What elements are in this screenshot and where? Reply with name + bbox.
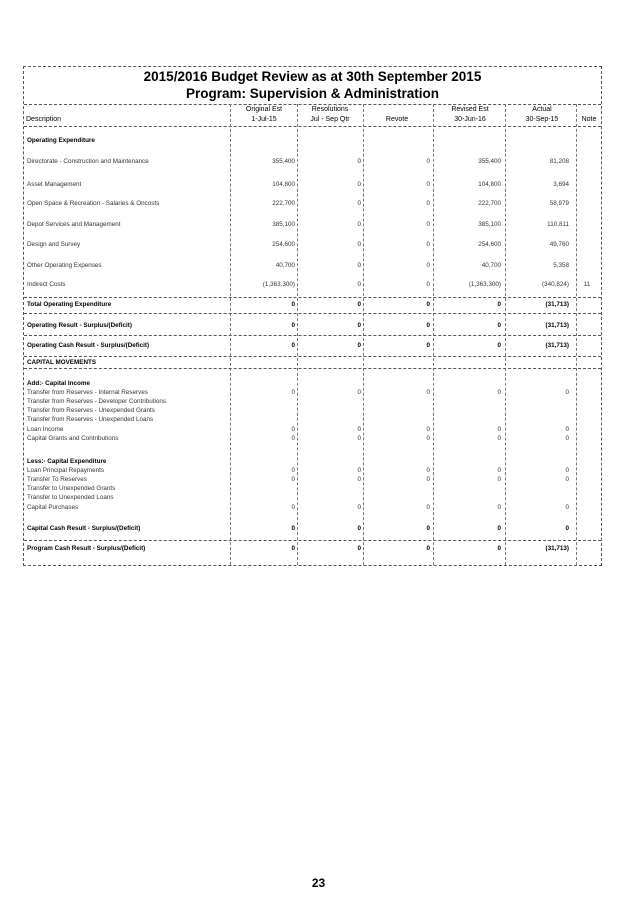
- cell-res: 0: [357, 435, 361, 442]
- cell-actual: 110,811: [547, 221, 569, 228]
- cell-res: 0: [357, 504, 361, 511]
- cell-actual: (31,713): [545, 545, 569, 552]
- cell-revote: 0: [426, 281, 430, 288]
- table-row: [24, 389, 601, 398]
- row-label: Transfer from Reserves - Unexpended Grants: [27, 407, 155, 414]
- table-row: [24, 281, 601, 290]
- cell-revote: 0: [426, 301, 430, 308]
- program-title: Program: Supervision & Administration: [185, 86, 440, 101]
- row-label: Design and Survey: [27, 241, 81, 248]
- row-label: Program Cash Result - Surplus/(Deficit): [27, 545, 146, 552]
- report-title: 2015/2016 Budget Review as at 30th September 2015: [143, 69, 482, 84]
- table-row: [24, 221, 601, 230]
- cell-res: 0: [357, 221, 361, 228]
- table-row: [24, 241, 601, 250]
- cell-revote: 0: [426, 525, 430, 532]
- cell-orig: 385,100: [272, 221, 295, 228]
- cell-res: 0: [357, 389, 361, 396]
- table-row: [24, 200, 601, 209]
- section-capital-income-label: Add:- Capital Income: [27, 380, 90, 387]
- row-label: Transfer from Reserves - Unexpended Loans: [27, 416, 154, 423]
- row-label: Depot Services and Management: [27, 221, 121, 228]
- table-row: [24, 485, 601, 494]
- table-row: [24, 262, 601, 271]
- table-row: [24, 467, 601, 476]
- cell-orig: 0: [291, 467, 295, 474]
- section-operating-expenditure-label: Operating Expenditure: [27, 137, 95, 144]
- header-revote: Revote: [385, 116, 409, 123]
- cell-revote: 0: [426, 467, 430, 474]
- cell-res: 0: [357, 545, 361, 552]
- cell-orig: 254,600: [272, 241, 295, 248]
- cell-actual: 5,358: [553, 262, 569, 269]
- table-row: [24, 181, 601, 190]
- cell-orig: 0: [291, 426, 295, 433]
- cell-revote: 0: [426, 322, 430, 329]
- cell-actual: 0: [565, 435, 569, 442]
- row-label: Open Space & Recreation - Salaries & Oncosts: [27, 200, 160, 207]
- cell-revised: 0: [497, 426, 501, 433]
- cell-actual: 3,694: [553, 181, 569, 188]
- header-original-date: 1-Jul-15: [251, 116, 277, 123]
- row-label: Transfer to Unexpended Grants: [27, 485, 116, 492]
- cell-res: 0: [357, 241, 361, 248]
- table-row: [24, 407, 601, 416]
- cell-actual: 0: [565, 476, 569, 483]
- cell-actual: 49,760: [549, 241, 569, 248]
- cell-actual: 0: [565, 389, 569, 396]
- cell-actual: (340,824): [542, 281, 569, 288]
- row-divider: [24, 540, 601, 541]
- cell-actual: 0: [565, 525, 569, 532]
- cell-revised: 0: [497, 476, 501, 483]
- cell-orig: 40,700: [275, 262, 295, 269]
- cell-revised: 0: [497, 322, 501, 329]
- section-capital-movements-label: CAPITAL MOVEMENTS: [27, 359, 97, 366]
- cell-orig: 0: [291, 389, 295, 396]
- header-resolutions-period: Jul - Sep Qtr: [310, 116, 350, 123]
- row-label: Asset Management: [27, 181, 82, 188]
- cell-orig: 0: [291, 525, 295, 532]
- section-capital-expenditure-label: Less:- Capital Expenditure: [27, 458, 107, 465]
- table-row: [24, 476, 601, 485]
- row-label: Capital Grants and Contributions: [27, 435, 119, 442]
- row-divider: [24, 368, 601, 369]
- cell-actual: 0: [565, 504, 569, 511]
- header-actual-date: 30-Sep-15: [525, 116, 559, 123]
- header-resolutions: Resolutions: [311, 106, 349, 113]
- header-original-est: Original Est: [245, 106, 283, 113]
- row-label: Operating Result - Surplus/(Deficit): [27, 322, 132, 329]
- cell-orig: 0: [291, 322, 295, 329]
- row-divider: [24, 313, 601, 314]
- cell-orig: 0: [291, 301, 295, 308]
- cell-orig: 355,400: [272, 158, 295, 165]
- cell-actual: 0: [565, 426, 569, 433]
- header-actual: Actual: [532, 106, 552, 113]
- cell-orig: (1,363,300): [262, 281, 295, 288]
- table-row: [24, 426, 601, 435]
- cell-res: 0: [357, 426, 361, 433]
- row-divider: [24, 297, 601, 298]
- cell-revote: 0: [426, 342, 430, 349]
- cell-orig: 0: [291, 342, 295, 349]
- table-row: [24, 398, 601, 407]
- cell-revised: 222,700: [478, 200, 501, 207]
- cell-revised: 0: [497, 389, 501, 396]
- row-label: Capital Purchases: [27, 504, 79, 511]
- row-label: Transfer To Reserves: [27, 476, 87, 483]
- table-row: [24, 158, 601, 167]
- cell-actual: (31,713): [545, 301, 569, 308]
- row-label: Operating Cash Result - Surplus/(Deficit): [27, 342, 150, 349]
- cell-orig: 0: [291, 545, 295, 552]
- cell-actual: 58,979: [549, 200, 569, 207]
- row-label: Transfer from Reserves - Internal Reserves: [27, 389, 148, 396]
- header-revised-date: 30-Jun-16: [454, 116, 486, 123]
- cell-revised: (1,363,300): [468, 281, 501, 288]
- section-operating-expenditure: [24, 137, 601, 146]
- row-label: Total Operating Expenditure: [27, 301, 112, 308]
- table-row: [24, 504, 601, 513]
- cell-revised: 0: [497, 504, 501, 511]
- table-row: [24, 322, 601, 331]
- section-capital-movements: [24, 359, 601, 368]
- budget-sheet: [23, 66, 602, 566]
- cell-note: 11: [583, 281, 591, 288]
- row-label: Other Operating Expenses: [27, 262, 102, 269]
- header-revised-est: Revised Est: [451, 106, 489, 113]
- cell-revote: 0: [426, 181, 430, 188]
- cell-orig: 0: [291, 435, 295, 442]
- cell-res: 0: [357, 525, 361, 532]
- cell-revote: 0: [426, 241, 430, 248]
- cell-orig: 0: [291, 504, 295, 511]
- row-label: Directorate - Construction and Maintenance: [27, 158, 149, 165]
- cell-revised: 355,400: [478, 158, 501, 165]
- cell-revised: 254,600: [478, 241, 501, 248]
- cell-res: 0: [357, 476, 361, 483]
- section-capital-expenditure: [24, 458, 601, 467]
- cell-revote: 0: [426, 426, 430, 433]
- header-description: Description: [26, 116, 62, 123]
- cell-revised: 385,100: [478, 221, 501, 228]
- cell-revote: 0: [426, 504, 430, 511]
- cell-res: 0: [357, 322, 361, 329]
- cell-res: 0: [357, 281, 361, 288]
- cell-revote: 0: [426, 221, 430, 228]
- cell-actual: (31,713): [545, 322, 569, 329]
- cell-res: 0: [357, 467, 361, 474]
- cell-revote: 0: [426, 435, 430, 442]
- cell-res: 0: [357, 262, 361, 269]
- table-row: [24, 525, 601, 534]
- cell-res: 0: [357, 342, 361, 349]
- cell-actual: 81,208: [549, 158, 569, 165]
- cell-revised: 0: [497, 525, 501, 532]
- cell-res: 0: [357, 301, 361, 308]
- cell-revised: 0: [497, 435, 501, 442]
- table-row: [24, 342, 601, 351]
- row-label: Transfer to Unexpended Loans: [27, 494, 114, 501]
- cell-orig: 222,700: [272, 200, 295, 207]
- cell-revised: 0: [497, 467, 501, 474]
- row-label: Indirect Costs: [27, 281, 66, 288]
- cell-res: 0: [357, 200, 361, 207]
- cell-revote: 0: [426, 545, 430, 552]
- table-header: [24, 104, 601, 127]
- table-row: [24, 416, 601, 425]
- row-divider: [24, 335, 601, 336]
- row-label: Transfer from Reserves - Developer Contributions: [27, 398, 167, 405]
- row-label: Loan Income: [27, 426, 64, 433]
- cell-revote: 0: [426, 389, 430, 396]
- table-row: [24, 301, 601, 310]
- cell-revote: 0: [426, 200, 430, 207]
- table-row: [24, 435, 601, 444]
- cell-orig: 0: [291, 476, 295, 483]
- cell-revised: 0: [497, 342, 501, 349]
- row-label: Loan Principal Repayments: [27, 467, 105, 474]
- cell-actual: (31,713): [545, 342, 569, 349]
- header-note: Note: [581, 116, 597, 123]
- cell-revote: 0: [426, 262, 430, 269]
- cell-revised: 104,800: [478, 181, 501, 188]
- cell-revote: 0: [426, 158, 430, 165]
- table-row: [24, 545, 601, 554]
- section-capital-income: [24, 380, 601, 389]
- row-divider: [24, 356, 601, 357]
- cell-actual: 0: [565, 467, 569, 474]
- cell-revised: 0: [497, 545, 501, 552]
- cell-res: 0: [357, 158, 361, 165]
- cell-revised: 40,700: [481, 262, 501, 269]
- cell-res: 0: [357, 181, 361, 188]
- cell-orig: 104,800: [272, 181, 295, 188]
- cell-revote: 0: [426, 476, 430, 483]
- cell-revised: 0: [497, 301, 501, 308]
- row-label: Capital Cash Result - Surplus/(Deficit): [27, 525, 141, 532]
- page-number: 23: [311, 876, 326, 890]
- table-row: [24, 494, 601, 503]
